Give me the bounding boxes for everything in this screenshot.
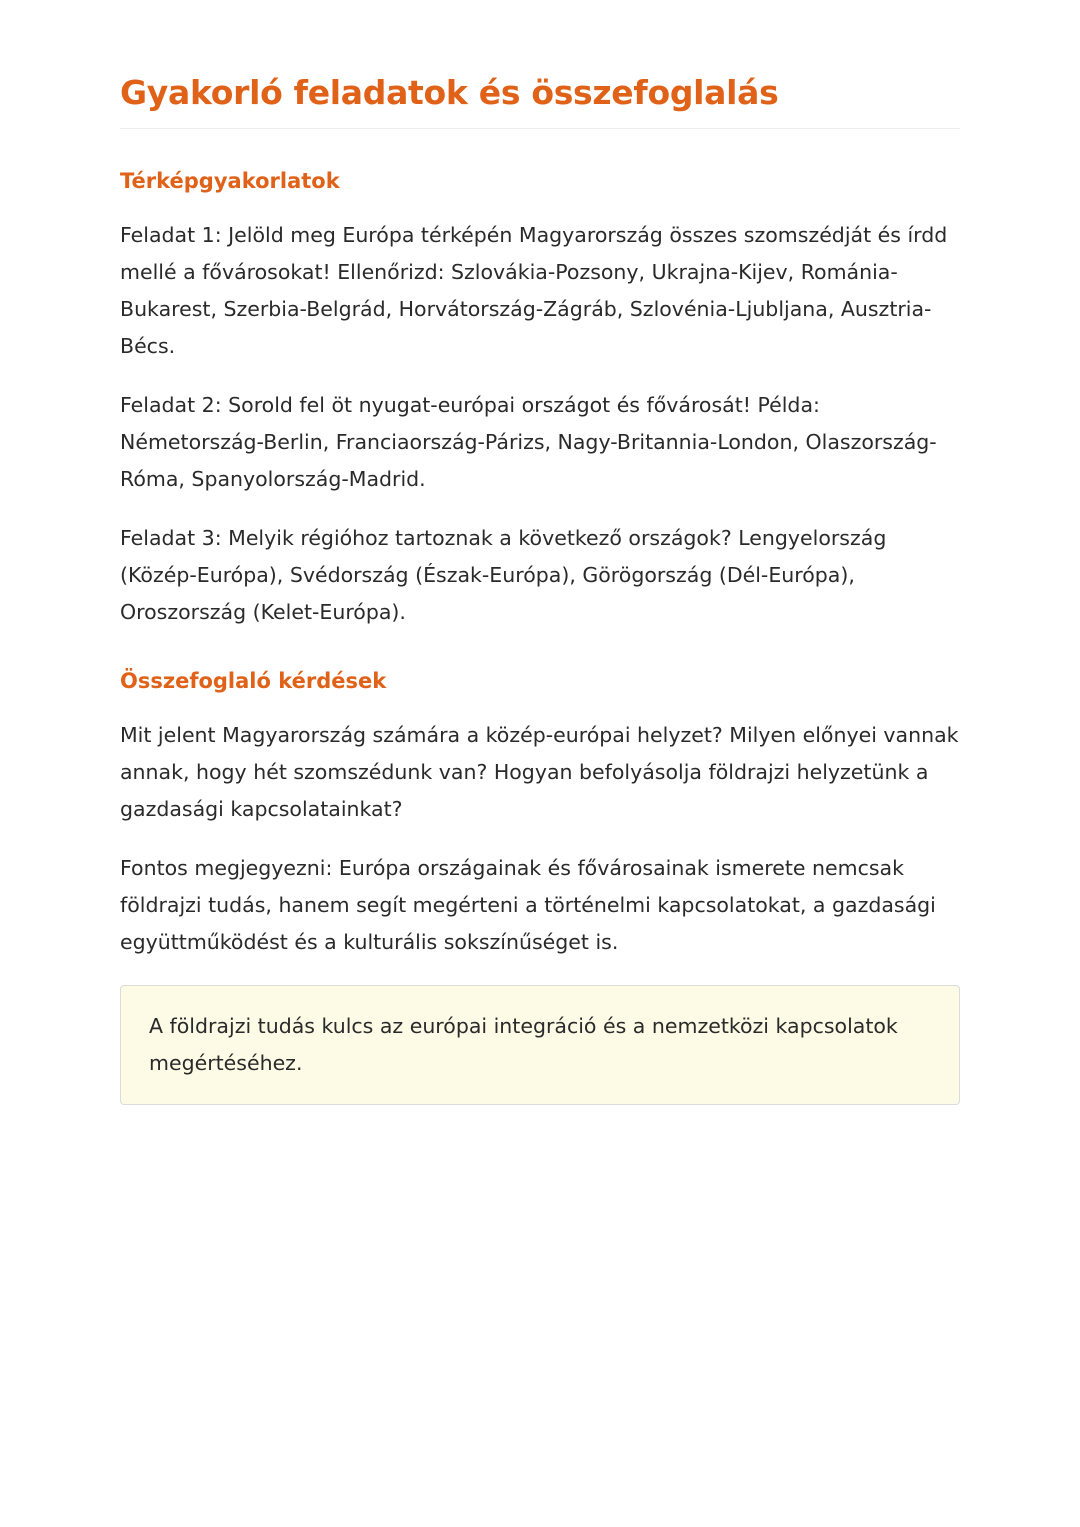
section-heading-summary-questions: Összefoglaló kérdések xyxy=(120,669,387,693)
section-heading-map-exercises: Térképgyakorlatok xyxy=(120,169,340,193)
document-content xyxy=(120,70,960,1105)
title-divider xyxy=(120,128,960,129)
exercise-1-paragraph: Feladat 1: Jelöld meg Európa térképén Magyarország összes szomszédját és írdd mellé a fővárosokat! Ellenőrizd: Szlovákia-Pozsony, Ukrajna-Kijev, Románia-Bukarest, Szerbia-Belgrád, Horvátország-Zágráb, Szlovénia-Ljubljana, Ausztria-Bécs. xyxy=(120,223,948,358)
section-summary-questions xyxy=(120,667,960,961)
callout-text: A földrajzi tudás kulcs az európai integráció és a nemzetközi kapcsolatok megértéséhez. xyxy=(149,1014,898,1075)
callout-box xyxy=(120,985,960,1105)
page-title: Gyakorló feladatok és összefoglalás xyxy=(120,73,779,112)
exercise-2-paragraph: Feladat 2: Sorold fel öt nyugat-európai országot és fővárosát! Példa: Németország-Berlin, Franciaország-Párizs, Nagy-Britannia-London, Olaszország-Róma, Spanyolország-Madrid. xyxy=(120,393,937,491)
summary-questions-paragraph: Mit jelent Magyarország számára a közép-európai helyzet? Milyen előnyei vannak annak, hogy hét szomszédunk van? Hogyan befolyásolja földrajzi helyzetünk a gazdasági kapcsolatainkat? xyxy=(120,723,959,821)
exercise-3-paragraph: Feladat 3: Melyik régióhoz tartoznak a következő országok? Lengyelország (Közép-Európa), Svédország (Észak-Európa), Görögország (Dél-Európa), Oroszország (Kelet-Európa). xyxy=(120,526,887,624)
important-note-paragraph: Fontos megjegyezni: Európa országainak és fővárosainak ismerete nemcsak földrajzi tudás, hanem segít megérteni a történelmi kapcsolatokat, a gazdasági együttműködést és a kulturális sokszínűséget is. xyxy=(120,856,936,954)
section-map-exercises xyxy=(120,167,960,631)
